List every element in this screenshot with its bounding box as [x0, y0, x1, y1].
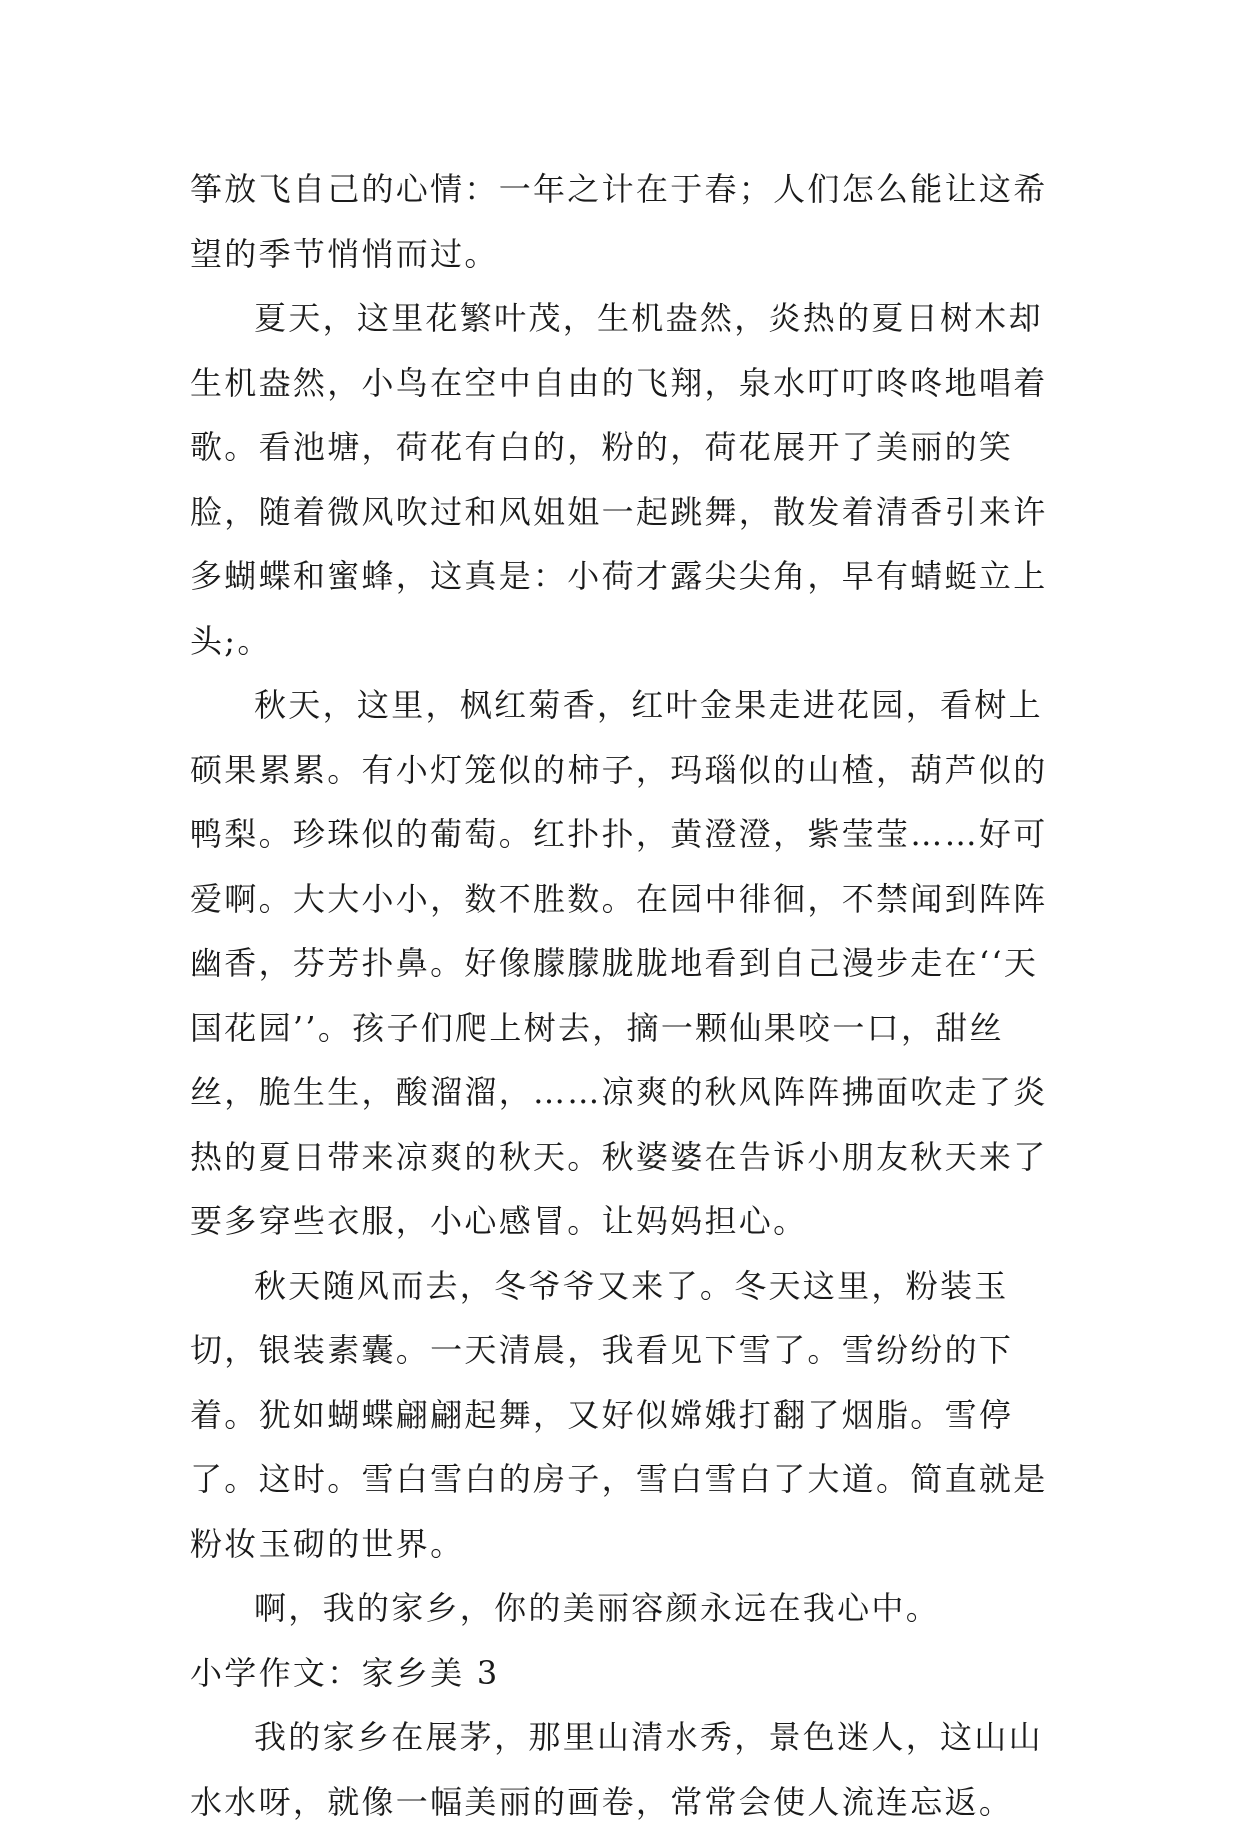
paragraph-continuation: 筝放飞自己的心情：一年之计在于春；人们怎么能让这希望的季节悄悄而过。 [190, 170, 1048, 273]
document-body [190, 157, 1070, 1834]
paragraph-intro: 我的家乡在展茅，那里山清水秀，景色迷人，这山山水水呀，就像一幅美丽的画卷，常常会使人流连忘返。 [190, 1718, 1043, 1821]
paragraph-winter: 秋天随风而去，冬爷爷又来了。冬天这里，粉装玉切，银装素囊。一天清晨，我看见下雪了。雪纷纷的下着。犹如蝴蝶翩翩起舞，又好似嫦娥打翻了烟脂。雪停了。这时。雪白雪白的房子，雪白雪白了大道。简直就是粉妆玉砌的世界。 [190, 1266, 1048, 1563]
paragraph-summer: 夏天，这里花繁叶茂，生机盎然，炎热的夏日树木却生机盎然，小鸟在空中自由的飞翔，泉水叮叮咚咚地唱着歌。看池塘，荷花有白的，粉的，荷花展开了美丽的笑脸，随着微风吹过和风姐姐一起跳舞，散发着清香引来许多蝴蝶和蜜蜂，这真是：小荷才露尖尖角，早有蜻蜓立上头;。 [190, 299, 1048, 660]
paragraph-closing: 啊，我的家乡，你的美丽容颜永远在我心中。 [254, 1589, 941, 1627]
paragraph-autumn: 秋天，这里，枫红菊香，红叶金果走进花园，看树上硕果累累。有小灯笼似的柿子，玛瑙似的山楂，葫芦似的鸭梨。珍珠似的葡萄。红扑扑，黄澄澄，紫莹莹……好可爱啊。大大小小，数不胜数。在园中徘徊，不禁闻到阵阵幽香，芬芳扑鼻。好像朦朦胧胧地看到自己漫步走在‘‘天国花园’’。孩子们爬上树去，摘一颗仙果咬一口，甜丝丝，脆生生，酸溜溜，……凉爽的秋风阵阵拂面吹走了炎热的夏日带来凉爽的秋天。秋婆婆在告诉小朋友秋天来了要多穿些衣服，小心感冒。让妈妈担心。 [190, 686, 1048, 1240]
essay-title: 小学作文：家乡美 3 [190, 1653, 500, 1692]
